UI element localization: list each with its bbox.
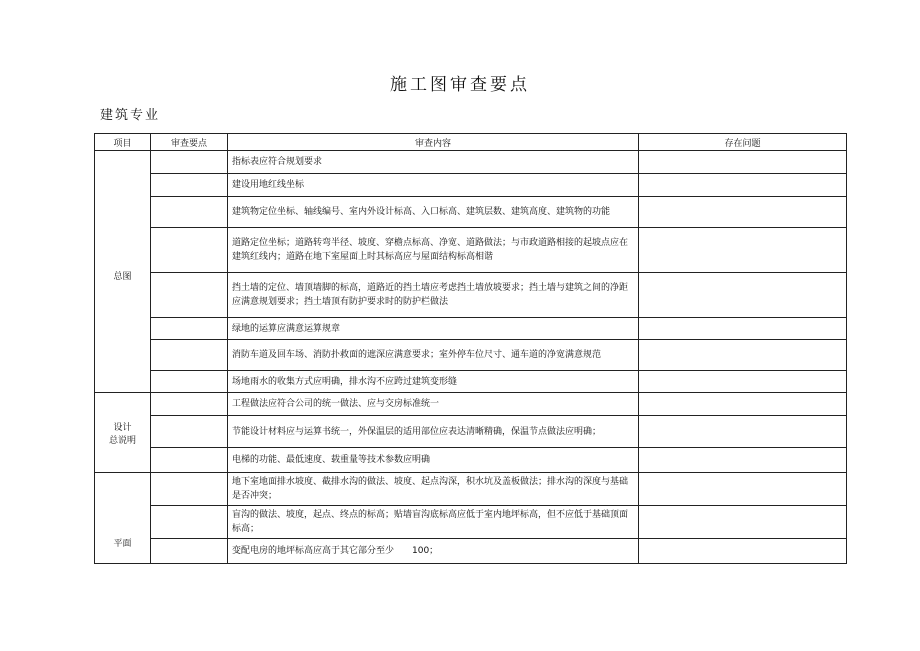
issue-cell[interactable] xyxy=(639,473,847,506)
header-point: 审查要点 xyxy=(151,134,228,151)
issue-cell[interactable] xyxy=(639,393,847,416)
point-cell[interactable] xyxy=(151,273,228,318)
content-cell: 节能设计材料应与运算书统一，外保温层的适用部位应表达清晰精确，保温节点做法应明确； xyxy=(228,416,639,448)
point-cell[interactable] xyxy=(151,197,228,228)
issue-cell[interactable] xyxy=(639,273,847,318)
category-label-line-1: 设计 xyxy=(113,422,132,433)
issue-cell[interactable] xyxy=(639,416,847,448)
header-item: 项目 xyxy=(95,134,151,151)
category-label: 平面 xyxy=(113,539,132,549)
issue-cell[interactable] xyxy=(639,318,847,340)
point-cell[interactable] xyxy=(151,340,228,371)
issue-cell[interactable] xyxy=(639,448,847,473)
content-cell: 挡土墙的定位、墙顶墙脚的标高，道路近的挡土墙应考虑挡土墙放坡要求；挡土墙与建筑之间的净距应满意规划要求；挡土墙顶有防护要求时的防护栏做法 xyxy=(228,273,639,318)
issue-cell[interactable] xyxy=(639,174,847,197)
table-row xyxy=(95,340,847,371)
content-cell: 地下室地面排水坡度、截排水沟的做法、坡度、起点沟深，积水坑及盖板做法；排水沟的深度与基础是否冲突； xyxy=(228,473,639,506)
table-row xyxy=(95,448,847,473)
category-label-line-2: 总说明 xyxy=(108,435,136,446)
content-cell: 盲沟的做法、坡度，起点、终点的标高；贴墙盲沟底标高应低于室内地坪标高，但不应低于基础顶面标高； xyxy=(228,506,639,539)
table-row xyxy=(95,228,847,273)
point-cell[interactable] xyxy=(151,228,228,273)
category-label: 总图 xyxy=(113,272,132,282)
issue-cell[interactable] xyxy=(639,539,847,564)
table-row xyxy=(95,197,847,228)
content-cell: 绿地的运算应满意运算规章 xyxy=(228,318,639,340)
document-title: 施工图审查要点 xyxy=(390,75,530,95)
content-cell: 建筑物定位坐标、轴线编号、室内外设计标高、入口标高、建筑层数、建筑高度、建筑物的功能 xyxy=(228,197,639,228)
table-row xyxy=(95,371,847,393)
content-cell: 道路定位坐标；道路转弯半径、坡度、穿檐点标高、净宽、道路做法；与市政道路相接的起坡点应在建筑红线内；道路在地下室屋面上时其标高应与屋面结构标高相谐 xyxy=(228,228,639,273)
point-cell[interactable] xyxy=(151,506,228,539)
table-row xyxy=(95,318,847,340)
issue-cell[interactable] xyxy=(639,340,847,371)
content-cell: 电梯的功能、最低速度、载重量等技术参数应明确 xyxy=(228,448,639,473)
header-issue: 存在问题 xyxy=(639,134,847,151)
table-row xyxy=(95,174,847,197)
table-row xyxy=(95,151,847,174)
issue-cell[interactable] xyxy=(639,228,847,273)
table-row xyxy=(95,473,847,506)
content-cell: 场地雨水的收集方式应明确，排水沟不应跨过建筑变形缝 xyxy=(228,371,639,393)
issue-cell[interactable] xyxy=(639,371,847,393)
content-cell: 指标表应符合规划要求 xyxy=(228,151,639,174)
category-cell xyxy=(95,151,151,393)
table-row xyxy=(95,416,847,448)
content-cell: 消防车道及回车场、消防扑救面的遮深应满意要求；室外停车位尺寸、通车道的净宽满意规范 xyxy=(228,340,639,371)
issue-cell[interactable] xyxy=(639,151,847,174)
point-cell[interactable] xyxy=(151,416,228,448)
point-cell[interactable] xyxy=(151,151,228,174)
issue-cell[interactable] xyxy=(639,506,847,539)
table-row xyxy=(95,273,847,318)
category-cell xyxy=(95,473,151,564)
table-row xyxy=(95,506,847,539)
content-cell: 变配电房的地坪标高应高于其它部分至少 100； xyxy=(228,539,639,564)
point-cell[interactable] xyxy=(151,393,228,416)
table-row xyxy=(95,393,847,416)
issue-cell[interactable] xyxy=(639,197,847,228)
content-cell: 工程做法应符合公司的统一做法、应与交房标准统一 xyxy=(228,393,639,416)
point-cell[interactable] xyxy=(151,448,228,473)
point-cell[interactable] xyxy=(151,473,228,506)
section-heading: 建筑专业 xyxy=(100,108,161,123)
category-cell xyxy=(95,393,151,473)
point-cell[interactable] xyxy=(151,539,228,564)
review-table xyxy=(94,133,847,564)
header-content: 审查内容 xyxy=(228,134,639,151)
point-cell[interactable] xyxy=(151,318,228,340)
table-row xyxy=(95,539,847,564)
point-cell[interactable] xyxy=(151,371,228,393)
table-header-row xyxy=(95,134,847,151)
content-cell: 建设用地红线坐标 xyxy=(228,174,639,197)
point-cell[interactable] xyxy=(151,174,228,197)
